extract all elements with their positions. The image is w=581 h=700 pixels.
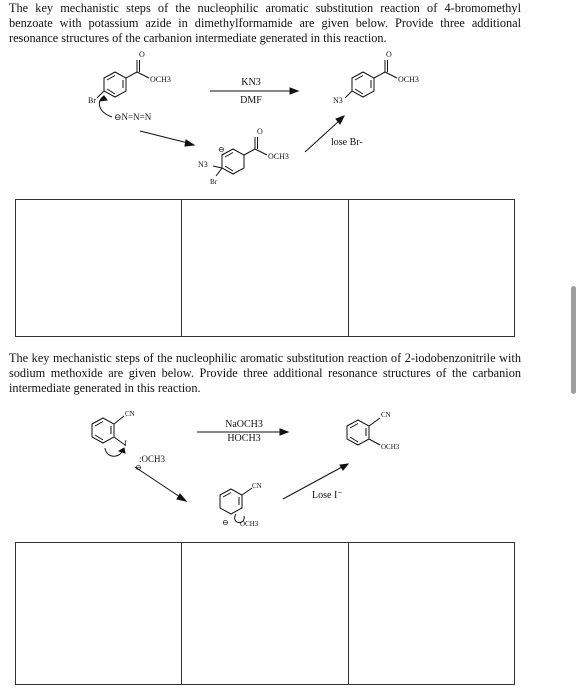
carbonyl-oxygen-prod: O: [386, 50, 392, 59]
carbanion-charge-1: ⊖: [218, 145, 225, 154]
nitrile-label-int: CN: [252, 482, 262, 490]
ester-label-prod: OCH3: [398, 75, 419, 84]
reagent-bottom-1: DMF: [240, 95, 262, 106]
answer-grid-2: [15, 542, 515, 685]
nitrile-label: CN: [125, 410, 135, 418]
methoxy-label-int: OCH3: [240, 520, 259, 528]
reaction-scheme-1: [0, 46, 581, 196]
azido-label-int: N3: [198, 160, 208, 169]
carbonyl-oxygen: O: [139, 50, 145, 59]
carbonyl-oxygen-int: O: [257, 127, 263, 136]
lose-iodide-label: Lose I⁻: [312, 490, 343, 501]
answer-box-2-2[interactable]: [182, 543, 348, 684]
methoxide-label: :OCH3: [139, 454, 166, 464]
lose-bromide-label: lose Br-: [331, 137, 363, 148]
ester-label: OCH3: [150, 75, 171, 84]
answer-box-1-3[interactable]: [349, 200, 514, 336]
answer-box-1-2[interactable]: [182, 200, 348, 336]
answer-grid-1: [15, 199, 515, 337]
carbanion-charge-2: ⊖: [222, 518, 229, 527]
ester-label-int: OCH3: [268, 152, 289, 161]
bromo-label-int: Br: [210, 178, 217, 186]
reagent-top-2: NaOCH3: [225, 419, 263, 430]
question-1-text: The key mechanistic steps of the nucleophilic aromatic substitution reaction of 4-bromomethyl benzoate with potassium azide in dimethylformamide are given below. Provide three additional resonance structures of the carbanion intermediate generated in this reaction.: [9, 1, 521, 45]
methoxide-charge: ⊖: [135, 463, 142, 472]
iodo-label: I: [124, 439, 127, 448]
answer-box-2-3[interactable]: [349, 543, 514, 684]
azide-ion-label: ⊖N=N=N: [114, 112, 152, 122]
azido-label-prod: N3: [333, 96, 343, 105]
question-2-text: The key mechanistic steps of the nucleophilic aromatic substitution reaction of 2-iodobenzonitrile with sodium methoxide are given below. Provide three additional resonance structures of the carbanion intermediate generated in this reaction.: [9, 351, 521, 395]
scrollbar[interactable]: [571, 286, 576, 394]
reagent-top-1: KN3: [241, 77, 261, 88]
reaction-scheme-2: [0, 400, 581, 540]
nitrile-label-prod: CN: [381, 411, 391, 419]
bromo-label: Br: [88, 96, 96, 105]
methoxy-label-prod: OCH3: [381, 443, 400, 451]
reagent-bottom-2: HOCH3: [227, 433, 261, 444]
answer-box-1-1[interactable]: [16, 200, 182, 336]
answer-box-2-1[interactable]: [16, 543, 182, 684]
